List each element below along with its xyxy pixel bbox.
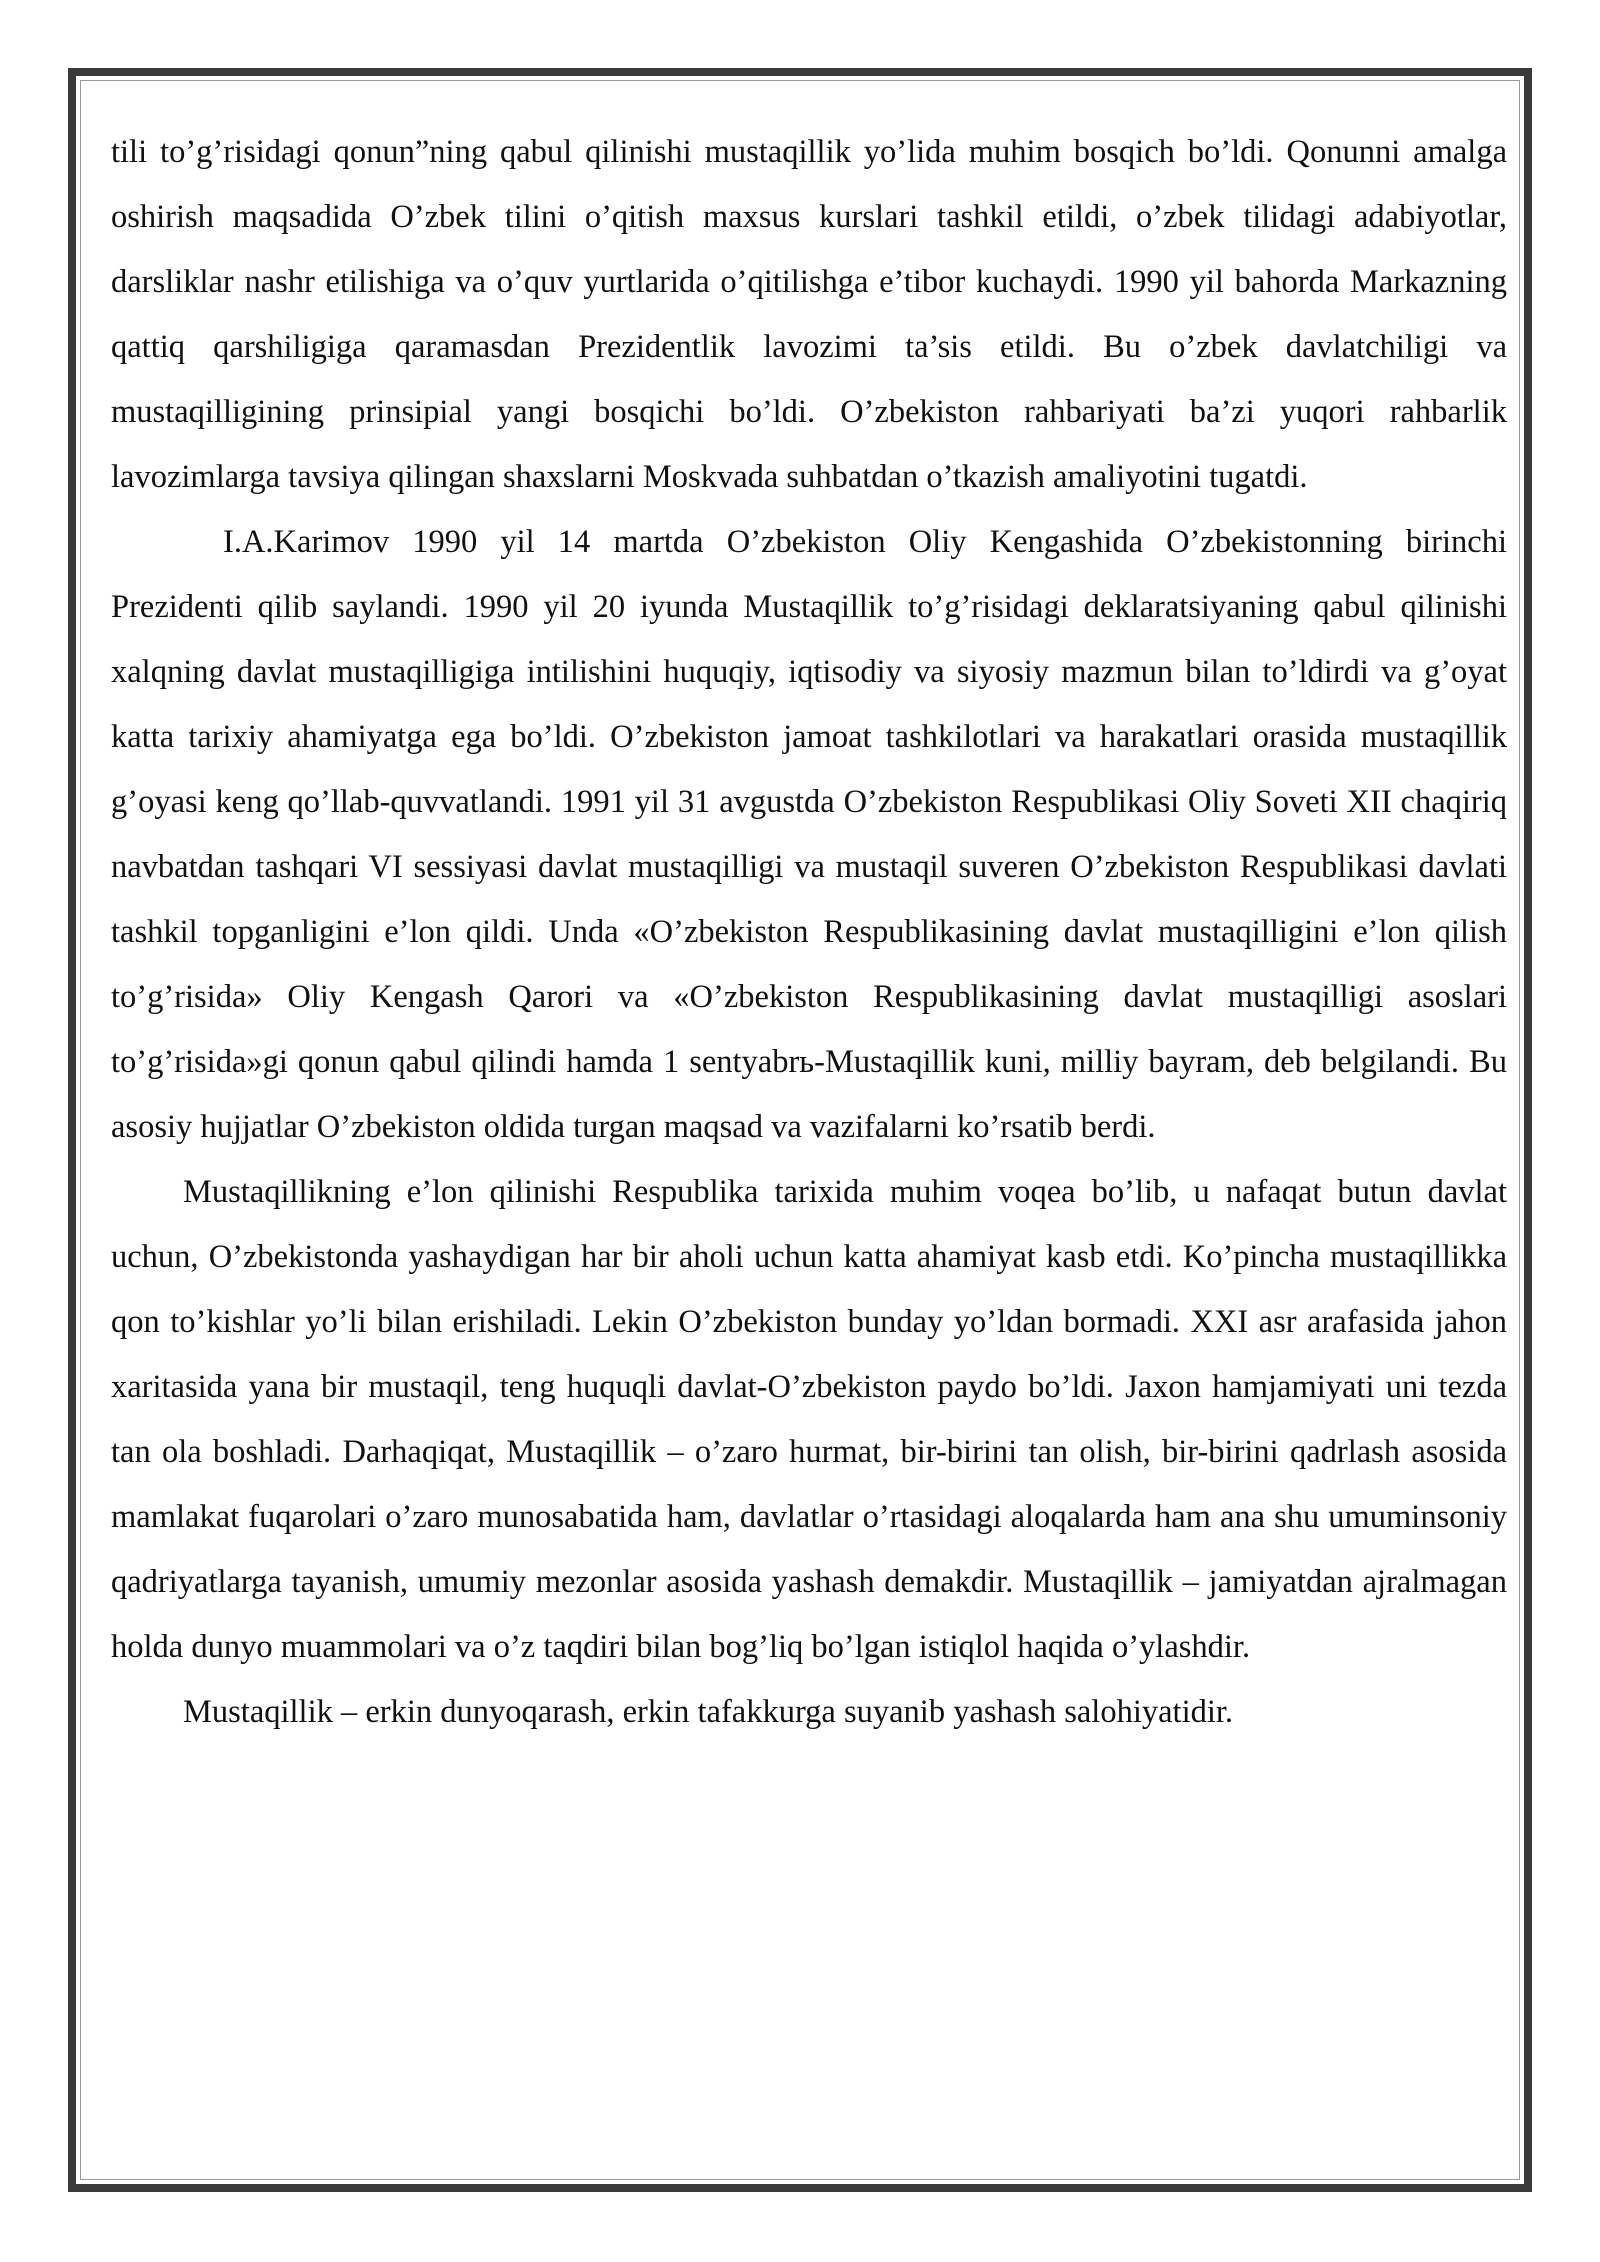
paragraph-independence-definition: Mustaqillik – erkin dunyoqarash, erkin tafakkurga suyanib yashash salohiyatidir. xyxy=(183,1694,1234,1730)
document-body xyxy=(111,120,1507,1745)
paragraph-independence-declaration: Mustaqillikning e’lon qilinishi Respublika tarixida muhim voqea bo’lib, u nafaqat butun davlat uchun, O’zbekistonda yashaydigan har bir aholi uchun katta ahamiyat kasb etdi. Ko’pincha mustaqillikka qon to’kishlar yo’li bilan erishiladi. Lekin O’zbekiston bunday yo’ldan bormadi. XXI asr arafasida jahon xaritasida yana bir mustaqil, teng huquqli davlat-O’zbekiston paydo bo’ldi. Jaxon hamjamiyati uni tezda tan ola boshladi. Darhaqiqat, Mustaqillik – o’zaro hurmat, bir-birini tan olish, bir-birini qadrlash asosida mamlakat fuqarolari o’zaro munosabatida ham, davlatlar o’rtasidagi aloqalarda ham ana shu umuminsoniy qadriyatlarga tayanish, umumiy mezonlar asosida yashash demakdir. Mustaqillik – jamiyatdan ajralmagan holda dunyo muammolari va o’z taqdiri bilan bog’liq bo’lgan istiqlol haqida o’ylashdir. xyxy=(111,1174,1507,1665)
paragraph-language-law: tili to’g’risidagi qonun”ning qabul qilinishi mustaqillik yo’lida muhim bosqich bo’ldi. Qonunni amalga oshirish maqsadida O’zbek tilini o’qitish maxsus kurslari tashkil etildi, o’zbek tilidagi adabiyotlar, darsliklar nashr etilishiga va o’quv yurtlarida o’qitilishga e’tibor kuchaydi. 1990 yil bahorda Markazning qattiq qarshiligiga qaramasdan Prezidentlik lavozimi ta’sis etildi. Bu o’zbek davlatchiligi va mustaqilligining prinsipial yangi bosqichi bo’ldi. O’zbekiston rahbariyati ba’zi yuqori rahbarlik lavozimlarga tavsiya qilingan shaxslarni Moskvada suhbatdan o’tkazish amaliyotini tugatdi. xyxy=(111,134,1507,495)
paragraph-karimov-presidency: I.A.Karimov 1990 yil 14 martda O’zbekiston Oliy Kengashida O’zbekistonning birinchi Prezidenti qilib saylandi. 1990 yil 20 iyunda Mustaqillik to’g’risidagi deklaratsiyaning qabul qilinishi xalqning davlat mustaqilligiga intilishini huquqiy, iqtisodiy va siyosiy mazmun bilan to’ldirdi va g’oyat katta tarixiy ahamiyatga ega bo’ldi. O’zbekiston jamoat tashkilotlari va harakatlari orasida mustaqillik g’oyasi keng qo’llab-quvvatlandi. 1991 yil 31 avgustda O’zbekiston Respublikasi Oliy Soveti XII chaqiriq navbatdan tashqari VI sessiyasi davlat mustaqilligi va mustaqil suveren O’zbekiston Respublikasi davlati tashkil topganligini e’lon qildi. Unda «O’zbekiston Respublikasining davlat mustaqilligini e’lon qilish to’g’risida» Oliy Kengash Qarori va «O’zbekiston Respublikasining davlat mustaqilligi asoslari to’g’risida»gi qonun qabul qilindi hamda 1 sentyabrь-Mustaqillik kuni, milliy bayram, deb belgilandi. Bu asosiy hujjatlar O’zbekiston oldida turgan maqsad va vazifalarni ko’rsatib berdi. xyxy=(111,524,1507,1145)
